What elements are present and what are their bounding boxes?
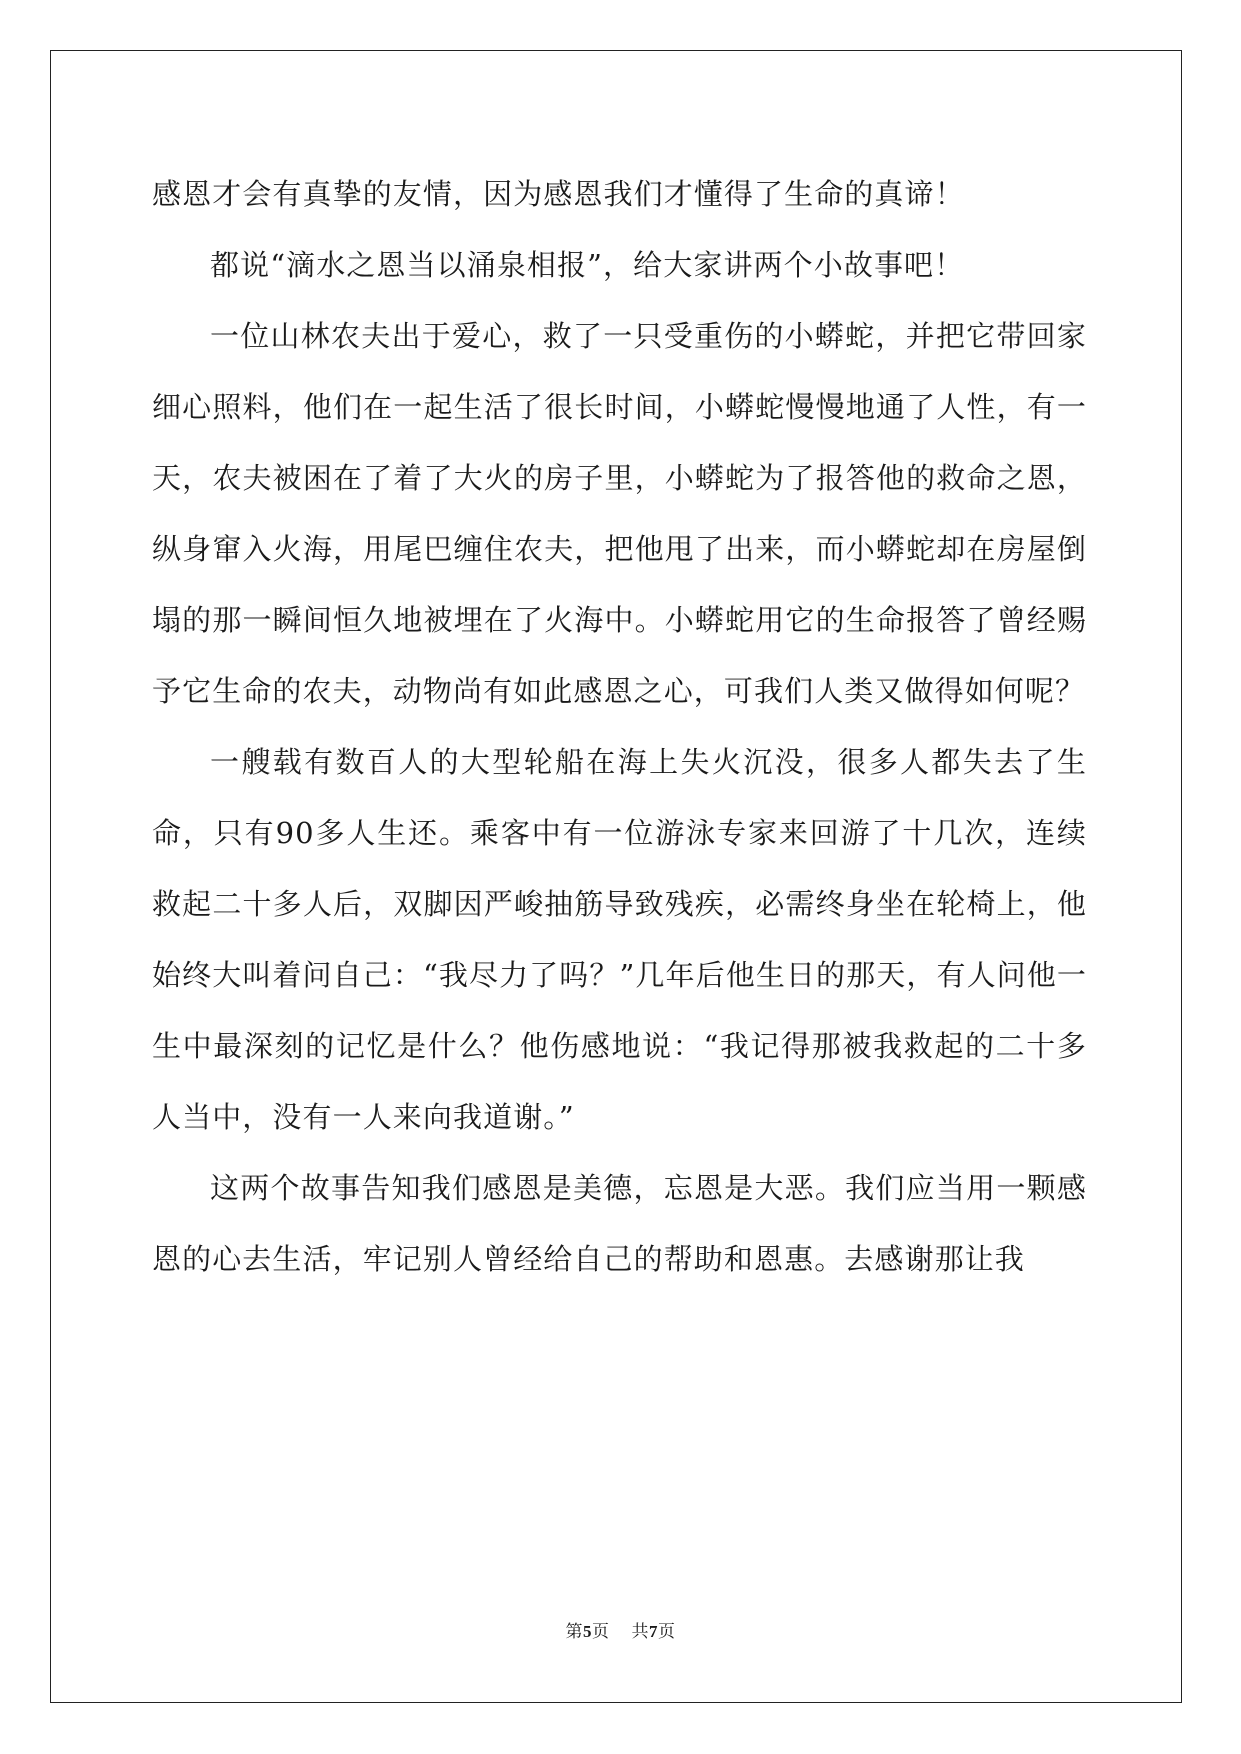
- total-page-number: 7: [649, 1622, 658, 1641]
- document-body: [152, 159, 1087, 1295]
- paragraph-story-snake: 一位山林农夫出于爱心，救了一只受重伤的小蟒蛇，并把它带回家细心照料，他们在一起生活了很长时间，小蟒蛇慢慢地通了人性，有一天，农夫被困在了着了大火的房子里，小蟒蛇为了报答他的救命之恩，纵身窜入火海，用尾巴缠住农夫，把他甩了出来，而小蟒蛇却在房屋倒塌的那一瞬间恒久地被埋在了火海中。小蟒蛇用它的生命报答了曾经赐予它生命的农夫，动物尚有如此感恩之心，可我们人类又做得如何呢？: [152, 319, 1087, 708]
- paragraph-continuation: 感恩才会有真挚的友情，因为感恩我们才懂得了生命的真谛！: [152, 177, 965, 211]
- current-page-number: 5: [583, 1622, 592, 1641]
- page-prefix: 第: [565, 1622, 583, 1642]
- paragraph-conclusion: 这两个故事告知我们感恩是美德，忘恩是大恶。我们应当用一颗感恩的心去生活，牢记别人曾经给自己的帮助和恩惠。去感谢那让我: [152, 1171, 1087, 1276]
- total-suffix: 页: [658, 1622, 676, 1642]
- page-footer: [0, 1617, 1241, 1642]
- page-suffix: 页: [592, 1622, 610, 1642]
- paragraph-intro: 都说“滴水之恩当以涌泉相报”，给大家讲两个小故事吧！: [210, 248, 965, 282]
- total-prefix: 共: [631, 1622, 649, 1642]
- paragraph-story-ship: 一艘载有数百人的大型轮船在海上失火沉没，很多人都失去了生命，只有90多人生还。乘客中有一位游泳专家来回游了十几次，连续救起二十多人后，双脚因严峻抽筋导致残疾，必需终身坐在轮椅上，他始终大叫着问自己：“我尽力了吗？”几年后他生日的那天，有人问他一生中最深刻的记忆是什么？他伤感地说：“我记得那被我救起的二十多人当中，没有一人来向我道谢。”: [152, 745, 1087, 1134]
